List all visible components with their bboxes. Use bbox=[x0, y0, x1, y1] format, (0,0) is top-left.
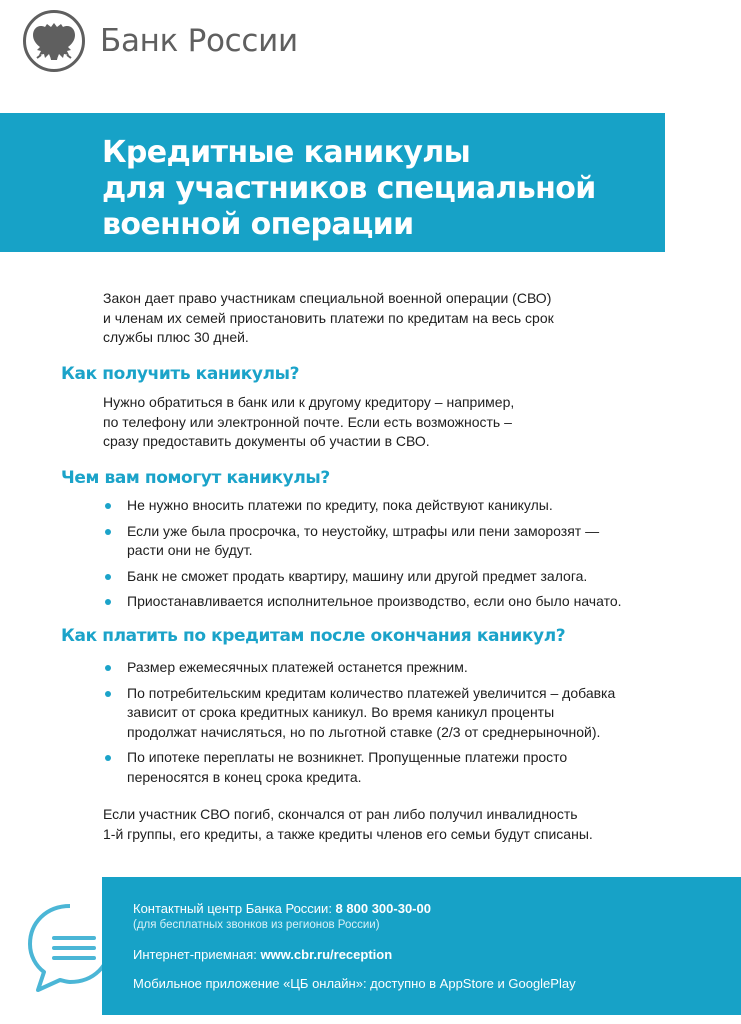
title-line: Кредитные каникулы bbox=[102, 135, 471, 170]
title-line: для участников специальной bbox=[102, 171, 596, 206]
text-line: Размер ежемесячных платежей останется прежним. bbox=[127, 659, 468, 675]
logo-text: Банк России bbox=[100, 23, 298, 59]
contact-label: Контактный центр Банка России: bbox=[133, 901, 336, 916]
reception-label: Интернет-приемная: bbox=[133, 947, 261, 962]
bullet-icon bbox=[105, 755, 111, 761]
text-line: и членам их семей приостановить платежи по кредитам на весь срок bbox=[103, 309, 554, 326]
page-title bbox=[102, 135, 596, 243]
contact-phone-link[interactable]: 8 800 300-30-00 bbox=[335, 901, 431, 916]
text-line: Если уже была просрочка, то неустойку, штрафы или пени заморозят — bbox=[127, 522, 600, 539]
section-heading-after-holidays: Как платить по кредитам после окончания каникул? bbox=[61, 626, 566, 646]
text-line: сразу предоставить документы об участии в СВО. bbox=[103, 433, 430, 449]
bullet-icon bbox=[105, 691, 111, 697]
text-line: По ипотеке переплаты не возникнет. Пропущенные платежи просто bbox=[127, 749, 568, 765]
text-line: по телефону или электронной почте. Если есть возможность – bbox=[103, 413, 512, 430]
text-line: 1-й группы, его кредиты, а также кредиты членов его семьи будут списаны. bbox=[103, 825, 593, 842]
bullet-icon bbox=[105, 665, 111, 671]
contact-note: (для бесплатных звонков из регионов России) bbox=[133, 919, 380, 931]
text-line: переносятся в конец срока кредита. bbox=[127, 768, 362, 785]
section-heading-benefits: Чем вам помогут каникулы? bbox=[61, 468, 330, 488]
list-item bbox=[103, 522, 622, 561]
speech-bubble-icon bbox=[20, 898, 110, 998]
closing-paragraph bbox=[103, 805, 593, 844]
reception-url-link[interactable]: www.cbr.ru/reception bbox=[260, 947, 393, 962]
app-info: Мобильное приложение «ЦБ онлайн»: доступно в AppStore и GooglePlay bbox=[133, 976, 576, 991]
section-heading-how-to-get: Как получить каникулы? bbox=[61, 364, 300, 384]
bullet-icon bbox=[105, 574, 111, 580]
text-line: Закон дает право участникам специальной военной операции (СВО) bbox=[103, 290, 552, 306]
bank-of-russia-logo bbox=[22, 8, 298, 74]
list-item bbox=[103, 567, 622, 587]
list-item bbox=[103, 592, 622, 612]
text-line: зависит от срока кредитных каникул. Во время каникул проценты bbox=[127, 704, 555, 720]
text-line: Если участник СВО погиб, скончался от ран либо получил инвалидность bbox=[103, 806, 578, 822]
bullet-icon bbox=[105, 503, 111, 509]
list-item bbox=[103, 684, 615, 743]
contact-footer bbox=[102, 877, 741, 1015]
reception-row bbox=[133, 947, 392, 962]
text-line: Приостанавливается исполнительное производство, если оно было начато. bbox=[127, 593, 622, 609]
after-holidays-list bbox=[103, 658, 615, 793]
text-line: Банк не сможет продать квартиру, машину или другой предмет залога. bbox=[127, 567, 588, 584]
text-line: Нужно обратиться в банк или к другому кредитору – например, bbox=[103, 394, 515, 410]
bullet-icon bbox=[105, 599, 111, 605]
text-line: службы плюс 30 дней. bbox=[103, 329, 249, 345]
list-item bbox=[103, 496, 622, 516]
list-item bbox=[103, 748, 615, 787]
benefits-list bbox=[103, 496, 622, 618]
text-line: продолжат начисляться, но по льготной ставке (2/3 от среднерыночной). bbox=[127, 723, 601, 740]
text-line: расти они не будут. bbox=[127, 542, 253, 558]
eagle-emblem-icon bbox=[22, 9, 86, 73]
title-line: военной операции bbox=[102, 207, 414, 242]
title-banner bbox=[0, 113, 665, 252]
list-item bbox=[103, 658, 615, 678]
bullet-icon bbox=[105, 529, 111, 535]
section-how-to-get-text bbox=[103, 393, 514, 452]
text-line: Не нужно вносить платежи по кредиту, пока действуют каникулы. bbox=[127, 497, 553, 513]
text-line: По потребительским кредитам количество платежей увеличится – добавка bbox=[127, 684, 616, 701]
intro-paragraph bbox=[103, 289, 554, 348]
contact-center-row bbox=[133, 901, 431, 916]
